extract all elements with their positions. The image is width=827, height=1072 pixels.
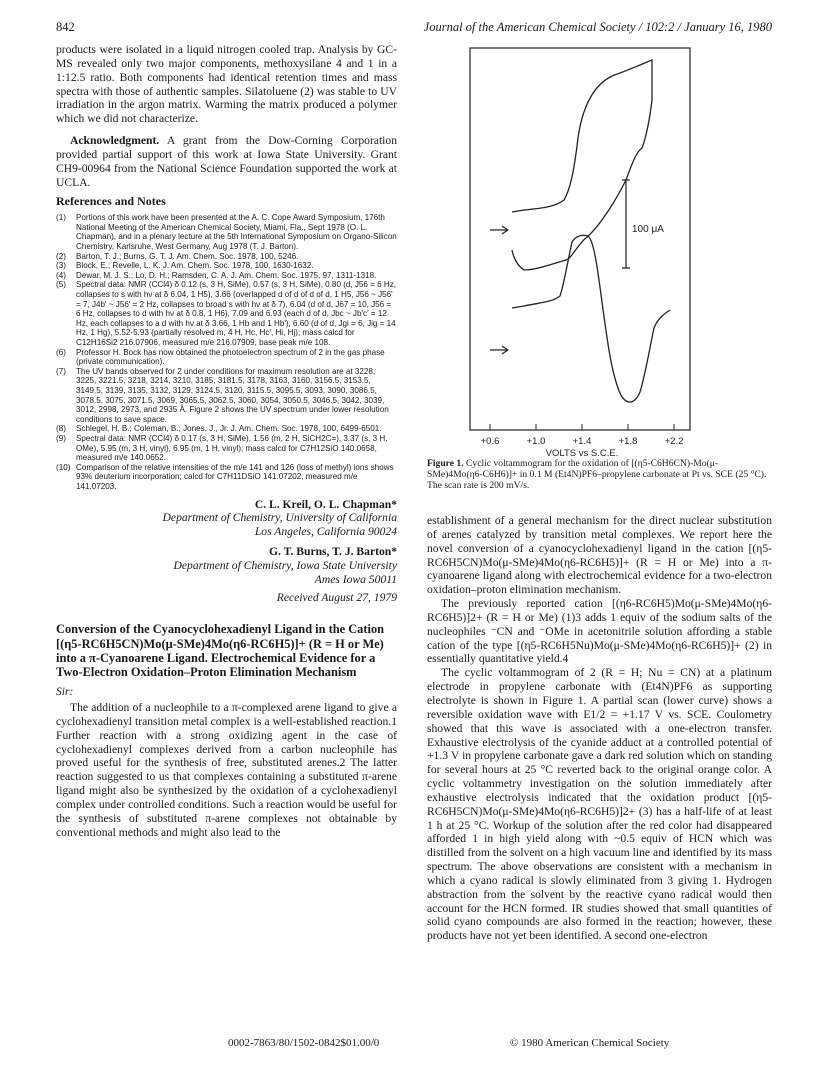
reference-item <box>56 280 397 347</box>
lower-curve-arrow <box>490 346 508 354</box>
signature-1-authors: C. L. Kreil, O. L. Chapman* <box>254 497 397 511</box>
page-number: 842 <box>56 20 75 34</box>
reference-number: (2) <box>56 251 66 261</box>
reference-text: Professor H. Bock has now obtained the photoelectron spectrum of 2 in the gas phase (private communication). <box>76 347 385 367</box>
reference-number: (4) <box>56 270 66 280</box>
signature-1-department: Department of Chemistry, University of California <box>162 511 397 525</box>
reference-number: (3) <box>56 261 66 271</box>
reference-text: The UV bands observed for 2 under conditions for maximum resolution are at 3228, 3225, 3221.5, 3218, 3214, 3210, 3185, 3181.5, 3178, 3163, 3160, 3156.5, 3153.5, 3149.5, 3139, 3135, 3132, 3129, 3124.5, 3120, 3115.5, 3095.5, 3093, 3090, 3086.5, 3078.5, 3075, 3071.5, 3069, 3065.5, 3062.5, 3060, 3054, 3050.5, 3046.5, 3042, 3039, 3012, 2998, 2973, and 2935 Å. Figure 2 shows the UV spectrum under lower resolution conditions to save space. <box>76 366 389 424</box>
reference-item <box>56 367 397 425</box>
upper-voltammogram-curve <box>512 60 652 270</box>
signature-2-city: Ames Iowa 50011 <box>314 572 397 586</box>
right-paragraph-3: The cyclic voltammogram of 2 (R = H; Nu = CN) at a platinum electrode in propylene carbonate with (Et4N)PF6 as supporting electrolyte is shown in Figure 1. A partial scan (lower curve) shows a reversible oxidation wave with E1/2 = +1.17 V vs. SCE. Coulometry showed that this wave is associated with a one-electron transfer. Exhaustive electrolysis of the cyanide adduct at a controlled potential of +1.3 V in propylene carbonate gave a dark red solution which on standing for several hours at 25 °C reverted back to the original orange color. A cyclic voltammetry investigation on the solution immediately after exhaustive electrolysis indicated that the oxidation product [(η5-RC6H5CN)Mo(μ-SMe)4Mo(η6-RC6H5)]2+ (3) has a half-life of at least 1 h at 25 °C. Workup of the solution after the red color had disappeared afforded 1 in high yield along with ~0.5 equiv of HCN which was distilled from the solvent on a high vacuum line and identified by its mass spectrum. The above observations are consistent with a mechanism in which a cyano radical is slowly eliminated from 3 giving 1. Hydrogen abstraction from the solvent by the reactive cyano radical would then account for the HCN formed. IR studies showed that small quantities of solid cyano compounds are also formed in the reaction; however, these products have not yet been identified. A second one-electron <box>427 666 772 943</box>
figure-caption-text: Cyclic voltammogram for the oxidation of [(η5-C6H6CN)-Mo(μ-SMe)4Mo(η6-C6H6)]+ in 0.1 M (Et4N)PF6–propylene carbonate at Pt vs. SCE (25 °C). The scan rate is 200 mV/s. <box>427 458 767 491</box>
right-paragraph-1: establishment of a general mechanism for the direct nuclear substitution of arenes catalyzed by transition metal complexes. We report here the novel conversion of a cyanocyclohexadienyl ligand in the cation [(η5-RC6H5CN)Mo(μ-SMe)4Mo(η6-RC6H5)]+ (R = H or Me) into a π-cyanoarene ligand along with electrochemical evidence for a two-electron oxidation–proton elimination mechanism. <box>427 514 772 597</box>
salutation: Sir: <box>56 685 74 699</box>
reference-text: Block, E.; Revelle, L. K. J. Am. Chem. Soc. 1978, 100, 1630-1632. <box>76 261 314 271</box>
received-date: Received August 27, 1979 <box>276 590 397 604</box>
reference-item <box>56 213 397 251</box>
upper-curve-arrow <box>490 226 508 234</box>
reference-text: Dewar, M. J. S.; Lo, D. H.; Ramsden, C. A. J. Am. Chem. Soc. 1975, 97, 1311-1318. <box>76 270 377 280</box>
reference-text: Barton, T. J.; Burns, G. T. J. Am. Chem. Soc. 1978, 100, 5246. <box>76 251 299 261</box>
reference-text: Comparison of the relative intensities of the m/e 141 and 126 (loss of methyl) ions shows 93% deuterium incorporation; calcd for C7H11DSiO 141.07202, measured m/e 141.07203. <box>76 462 394 491</box>
reference-text: Spectral data: NMR (CCl4) δ 0.12 (s, 3 H, SiMe), 0.57 (s, 3 H, SiMe), 0.80 (d, J56 = 6 Hz, collapses to s with hν at δ 6.04, 1 H5), 3.66 (overlapped d of d of d of d, 1 H5, J56 ~ J56' = 7, J4b' ~ J56' = 2 Hz, collapses to broad s with hν at δ 7), 6.04 (d of d, J67 = 10, J56 = 6 Hz, collapses to d with hν at δ 0.8, 1 H6), 7.09 and 6.93 (each d of d, Jbc ~ Jb'c' = 12 Hz, each collapses to a d with hν at δ 3.66, 1 Hb and 1 Hb'), 6.60 (d of d, Jgi = 6, Jig = 14 Hz, 1 Hg), 5.52-5.93 (partially resolved m, 4 H, Hc, Hc', Hi, Hj); mass calcd for C12H16Si2 216.07906, measured m/e 216.07909, base peak m/e 108. <box>76 280 397 347</box>
right-paragraph-2: The previously reported cation [(η6-RC6H5)Mo(μ-SMe)4Mo(η6-RC6H5)]2+ (R = H or Me) (1)3 adds 1 equiv of the sodium salts of the nucleophiles ⁻CN and ⁻OMe in acetonitrile solution affording a stable cation of the type [(η5-RC6H5Nu)Mo(μ-SMe)4Mo(η6-RC6H5)]+ (2) in essentially quantitative yield.4 <box>427 597 772 666</box>
reference-text: Spectral data: NMR (CCl4) δ 0.17 (s, 3 H, SiMe), 1.56 (m, 2 H, SiCH2C=), 3.37 (s, 3 H, OMe), 5.95 (m, 3 H, vinyl), 6.95 (m, 1 H, vinyl); mass calcd for C7H12SiO 140.0658, measured m/e 140.0652. <box>76 433 388 463</box>
x-axis-ticks <box>490 424 674 430</box>
figure-caption-label: Figure 1. <box>427 458 464 469</box>
x-tick-label-2: +1.4 <box>572 436 592 447</box>
reference-number: (1) <box>56 213 66 223</box>
x-tick-label-4: +2.2 <box>664 436 684 447</box>
reference-number: (8) <box>56 424 66 434</box>
x-axis-label: VOLTS vs S.C.E. <box>545 448 619 458</box>
signature-1-city: Los Angeles, California 90024 <box>254 525 397 539</box>
reference-item <box>56 348 397 367</box>
current-scale-bar <box>622 180 630 268</box>
reference-item <box>56 252 397 262</box>
left-paragraph-1: products were isolated in a liquid nitrogen cooled trap. Analysis by GC-MS revealed only two major components, methoxysilane 4 and 1 in a 1:12.5 ratio. Both components had identical retention times and mass spectra with those of authentic samples. Silatoluene (2) was stable to UV irradiation in the argon matrix. Warming the matrix produced a polymer which we did not characterize. <box>56 43 397 126</box>
reference-number: (5) <box>56 280 66 290</box>
left-paragraph-2: The addition of a nucleophile to a π-complexed arene ligand to give a cyclohexadienyl transition metal complex is a well-established reaction.1 Further reaction with a strong oxidizing agent in the case of cyclohexadienyl complexes derived from a carbon nucleophile has proved useful for the synthesis of free, substituted arenes.2 The latter reaction suggested to us that complexes containing a substituted π-arene ligand might also be synthesized by the oxidation of a cyclohexadienyl complex under controlled conditions. Such a reaction would be useful for the synthesis of substituted π-arene complexes not obtainable by conventional methods and might also lead to the <box>56 701 397 839</box>
left-column <box>56 43 397 840</box>
x-tick-label-3: +1.8 <box>618 436 638 447</box>
lower-voltammogram-curve <box>512 235 670 402</box>
references-heading: References and Notes <box>56 194 166 209</box>
x-tick-label-1: +1.0 <box>526 436 546 447</box>
page-header <box>56 20 772 36</box>
reference-text: Schlegel, H. B.; Coleman, B.; Jones, J., Jr. J. Am. Chem. Soc. 1978, 100, 6499-6501. <box>76 424 382 434</box>
reference-number: (9) <box>56 433 66 443</box>
acknowledgment-label: Acknowledgment. <box>70 134 160 148</box>
reference-item <box>56 261 397 271</box>
reference-item <box>56 424 397 434</box>
reference-number: (7) <box>56 366 66 376</box>
journal-citation: Journal of the American Chemical Society / 102:2 / January 16, 1980 <box>423 20 772 34</box>
right-column <box>427 514 772 943</box>
reference-item <box>56 434 397 463</box>
x-tick-label-0: +0.6 <box>480 436 500 447</box>
current-scale-label: 100 μA <box>632 224 664 235</box>
reference-text: Portions of this work have been presented at the A. C. Cope Award Symposium, 176th National Meeting of the American Chemical Society, Miami, Fla., Sept 1978 (O. L. Chapman), and in a plenary lecture at the 5th International Symposium on Organo-Silicon Chemistry, Karlsruhe, West Germany, Aug 1978 (T. J. Barton). <box>76 213 397 252</box>
article-title: Conversion of the Cyanocyclohexadienyl Ligand in the Cation [(η5-RC6H5CN)Mo(μ-SMe)4Mo(η6-RC6H5)]+ (R = H or Me) into a π-Cyanoarene Ligand. Electrochemical Evidence for a Two-Electron Oxidation–Proton Elimination Mechanism <box>56 622 385 680</box>
reference-number: (6) <box>56 347 66 357</box>
footer-code: 0002-7863/80/1502-0842$01.00/0 <box>228 1037 380 1049</box>
reference-number: (10) <box>56 462 71 472</box>
reference-item <box>56 463 397 492</box>
signature-2-authors: G. T. Burns, T. J. Barton* <box>269 545 397 559</box>
cyclic-voltammogram-figure <box>428 40 728 458</box>
footer-copyright: © 1980 American Chemical Society <box>510 1037 670 1049</box>
figure-frame <box>470 48 690 430</box>
signature-2-department: Department of Chemistry, Iowa State University <box>173 558 397 572</box>
acknowledgment <box>56 134 397 189</box>
reference-item <box>56 271 397 281</box>
figure-caption <box>427 458 772 491</box>
references-list <box>56 213 397 491</box>
acknowledgment-text: A grant from the Dow-Corning Corporation provided partial support of this work at Iowa State University. Grant CH9-00964 from the National Science Foundation supported the work at UCLA. <box>56 134 397 189</box>
